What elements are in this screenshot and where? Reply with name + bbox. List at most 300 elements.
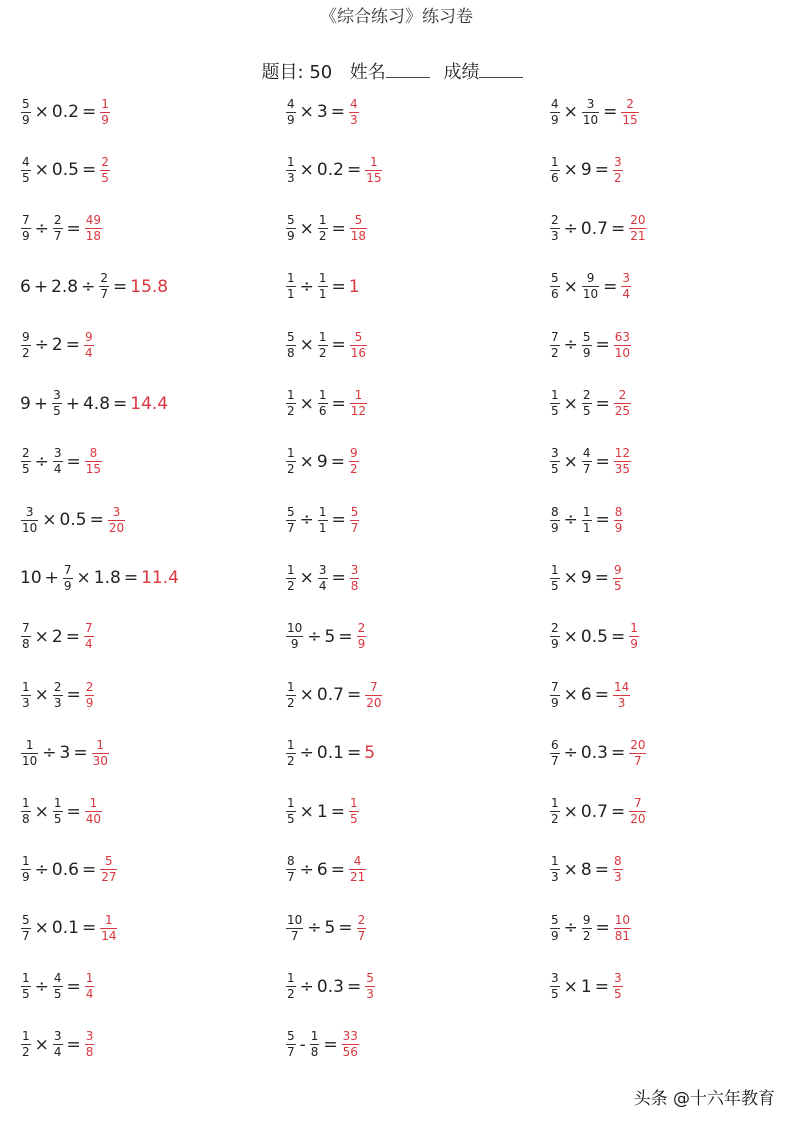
operator: + (33, 276, 49, 297)
denominator: 9 (287, 112, 295, 127)
fraction (349, 447, 359, 476)
denominator: 2 (349, 462, 358, 477)
answer (84, 1030, 96, 1059)
denominator: 3 (349, 112, 358, 127)
equals-sign: = (113, 276, 128, 297)
equals-sign: = (66, 801, 81, 822)
numerator: 3 (551, 971, 559, 985)
numerator: 7 (22, 213, 30, 228)
problem-item (285, 267, 360, 307)
fraction (614, 447, 631, 476)
numerator: 5 (287, 329, 295, 344)
fraction (21, 681, 31, 710)
answer (348, 447, 360, 476)
number: 9 (316, 451, 328, 472)
fraction (318, 506, 328, 535)
numerator: 1 (551, 388, 559, 402)
fraction (21, 739, 38, 768)
answer (349, 277, 360, 297)
numerator: 1 (287, 446, 295, 461)
fraction (21, 98, 31, 127)
denominator: 3 (613, 870, 622, 885)
problem-item (20, 908, 118, 948)
fraction (100, 855, 117, 884)
equals-sign: = (73, 743, 88, 764)
denominator: 18 (350, 229, 367, 244)
numerator: 3 (53, 1029, 62, 1044)
operator: × (299, 801, 314, 822)
answer (356, 622, 368, 651)
numerator: 1 (85, 971, 94, 985)
number: 2 (51, 626, 63, 647)
denominator: 56 (342, 1045, 358, 1060)
numerator: 5 (551, 271, 559, 286)
denominator: 4 (318, 578, 327, 593)
numerator: 1 (318, 213, 327, 228)
operator: × (563, 160, 578, 181)
numerator: 1 (310, 1029, 319, 1044)
fraction (63, 564, 73, 593)
fraction (629, 214, 646, 243)
problem-item (20, 92, 111, 132)
operator: × (563, 451, 578, 472)
number: 11.4 (141, 568, 179, 589)
numerator: 1 (287, 271, 295, 286)
denominator: 7 (634, 753, 642, 768)
numerator: 1 (551, 154, 559, 169)
denominator: 21 (349, 870, 366, 885)
numerator: 9 (613, 562, 622, 577)
denominator: 9 (582, 345, 591, 360)
equals-sign: = (66, 976, 81, 997)
denominator: 7 (357, 928, 366, 943)
numerator: 3 (318, 562, 327, 577)
fraction (629, 797, 646, 826)
fraction (53, 214, 63, 243)
operator: × (34, 918, 49, 939)
denominator: 5 (551, 462, 559, 477)
equals-sign: = (338, 626, 353, 647)
problem-item (285, 675, 383, 715)
fraction (286, 389, 296, 418)
denominator: 2 (613, 170, 622, 185)
equals-sign: = (595, 918, 610, 939)
numerator: 9 (586, 271, 595, 286)
denominator: 2 (551, 345, 559, 360)
number: 0.3 (580, 743, 608, 764)
problem-item (549, 325, 632, 365)
equals-sign: = (610, 218, 626, 239)
problem-item (20, 325, 95, 365)
fraction (92, 739, 109, 768)
denominator: 9 (551, 695, 559, 710)
denominator: 5 (551, 987, 559, 1001)
operator: × (563, 976, 578, 997)
numerator: 3 (551, 446, 559, 461)
number: 3 (59, 743, 71, 764)
problem-item (20, 442, 103, 482)
operator: × (563, 568, 578, 589)
numerator: 2 (551, 213, 559, 228)
fraction (286, 797, 296, 826)
fraction (286, 564, 296, 593)
number: 0.6 (51, 859, 79, 880)
denominator: 2 (287, 753, 295, 768)
fraction (286, 506, 296, 535)
equals-sign: = (331, 393, 346, 414)
answer (612, 681, 631, 710)
problem-item (549, 733, 647, 773)
operator: × (563, 393, 578, 414)
numerator: 2 (100, 271, 109, 286)
denominator: 18 (85, 229, 102, 244)
numerator: 2 (53, 213, 62, 228)
denominator: 15 (85, 462, 102, 477)
equals-sign: = (81, 918, 97, 939)
number: 4.8 (82, 393, 111, 414)
numerator: 7 (551, 679, 559, 694)
denominator: 15 (366, 170, 382, 185)
fraction (286, 331, 296, 360)
answer (83, 622, 95, 651)
answer (141, 568, 179, 588)
answer (130, 394, 168, 414)
equals-sign: = (330, 859, 345, 880)
operator: × (299, 102, 314, 122)
problem-item (285, 733, 375, 773)
numerator: 4 (287, 96, 295, 111)
fraction (21, 797, 31, 826)
equals-sign: = (331, 568, 346, 589)
answer (364, 743, 375, 763)
operator: + (44, 568, 59, 589)
fraction (365, 972, 375, 1001)
operator: × (563, 276, 578, 297)
answer (130, 277, 168, 297)
denominator: 5 (22, 462, 30, 477)
number: 2 (51, 335, 63, 356)
denominator: 7 (53, 229, 62, 244)
numerator: 7 (551, 329, 559, 344)
answer (613, 447, 632, 476)
numerator: 8 (287, 854, 295, 869)
equals-sign: = (594, 685, 609, 705)
problem-item (549, 150, 624, 190)
denominator: 5 (53, 404, 61, 418)
denominator: 5 (287, 812, 295, 827)
fraction (318, 389, 328, 418)
number: 1 (316, 801, 328, 822)
fraction (318, 564, 328, 593)
watermark: 头条 @十六年教育 (633, 1089, 775, 1109)
numerator: 8 (614, 504, 623, 519)
fraction (349, 98, 359, 127)
fraction (357, 914, 367, 943)
equals-sign: = (346, 976, 362, 997)
fraction (318, 214, 328, 243)
equals-sign: = (338, 918, 353, 939)
problem-count: 50 (309, 62, 333, 83)
fraction (85, 1030, 95, 1059)
fraction (365, 681, 382, 710)
denominator: 21 (630, 229, 646, 244)
fraction (286, 681, 296, 710)
number: 0.7 (580, 218, 608, 239)
operator: ÷ (563, 335, 578, 356)
number: 9 (580, 160, 592, 181)
problem-item (285, 92, 360, 132)
operator: ÷ (34, 451, 49, 472)
numerator: 5 (22, 912, 30, 927)
equals-sign: = (66, 685, 81, 705)
numerator: 9 (582, 912, 591, 927)
problem-item (20, 850, 118, 890)
denominator: 9 (101, 112, 109, 127)
answer (349, 214, 368, 243)
numerator: 7 (22, 621, 30, 636)
denominator: 9 (63, 578, 72, 593)
operator: × (299, 218, 314, 239)
fraction (614, 331, 631, 360)
operator: × (34, 102, 49, 122)
problem-item (549, 675, 631, 715)
numerator: 1 (287, 796, 295, 811)
numerator: 1 (105, 912, 113, 927)
operator: × (76, 568, 91, 589)
denominator: 3 (617, 695, 626, 710)
denominator: 3 (551, 870, 559, 885)
denominator: 2 (287, 404, 295, 418)
problem-item (285, 442, 360, 482)
numerator: 2 (85, 679, 94, 694)
problem-item (20, 733, 110, 773)
equals-sign: = (330, 102, 345, 122)
operator: ÷ (299, 510, 314, 531)
numerator: 7 (63, 562, 72, 577)
answer (612, 972, 624, 1001)
denominator: 20 (630, 812, 646, 827)
numerator: 3 (112, 504, 121, 519)
fraction (582, 389, 592, 418)
fraction (21, 214, 31, 243)
operator: ÷ (34, 859, 49, 880)
operator: × (299, 568, 314, 589)
answer (349, 389, 368, 418)
fraction (99, 272, 109, 301)
fraction (613, 156, 623, 185)
worksheet-header (0, 58, 793, 84)
fraction (100, 98, 110, 127)
numerator: 4 (582, 446, 591, 461)
numerator: 1 (22, 796, 30, 811)
equals-sign: = (66, 451, 81, 472)
operator: × (563, 685, 578, 705)
numerator: 1 (354, 388, 363, 402)
operator: × (299, 160, 314, 181)
fraction (614, 389, 631, 418)
fraction (318, 331, 328, 360)
number: 0.2 (316, 160, 344, 181)
problem-item (20, 558, 179, 598)
fraction (21, 972, 31, 1001)
denominator: 5 (613, 987, 622, 1001)
answer (99, 156, 111, 185)
equals-sign: = (331, 218, 346, 239)
fraction (550, 564, 560, 593)
fraction (85, 681, 95, 710)
problem-item (285, 967, 376, 1007)
equals-sign: = (595, 510, 610, 531)
denominator: 5 (551, 404, 559, 418)
numerator: 1 (287, 971, 295, 985)
equals-sign: = (113, 393, 128, 414)
denominator: 9 (85, 695, 94, 710)
answer (613, 914, 632, 943)
denominator: 7 (287, 1045, 295, 1060)
fraction (614, 914, 631, 943)
problem-item (285, 908, 367, 948)
fraction (286, 739, 296, 768)
fraction (550, 681, 560, 710)
denominator: 1 (582, 520, 591, 535)
operator: × (299, 393, 314, 414)
number: 6 (580, 685, 592, 705)
numerator: 1 (318, 271, 327, 286)
answer (364, 681, 383, 710)
numerator: 5 (22, 96, 30, 111)
name-blank[interactable] (386, 63, 430, 78)
numerator: 1 (582, 504, 591, 519)
numerator: 1 (53, 796, 62, 811)
numerator: 1 (551, 854, 559, 869)
operator: × (563, 801, 578, 822)
fraction (550, 622, 560, 651)
number: 6 (20, 276, 31, 297)
number: 9 (20, 393, 31, 414)
fraction (550, 739, 560, 768)
fraction (84, 331, 94, 360)
denominator: 1 (318, 287, 327, 302)
denominator: 1 (318, 520, 327, 535)
numerator: 1 (89, 796, 98, 811)
fraction (629, 622, 639, 651)
problem-item (20, 967, 95, 1007)
answer (348, 98, 360, 127)
denominator: 3 (287, 170, 295, 185)
numerator: 4 (551, 96, 559, 111)
denominator: 7 (290, 928, 299, 943)
answer (628, 739, 647, 768)
numerator: 1 (318, 329, 327, 344)
denominator: 35 (614, 462, 631, 477)
denominator: 7 (100, 287, 109, 302)
denominator: 5 (101, 170, 109, 185)
denominator: 2 (318, 345, 327, 360)
operator: × (299, 685, 314, 705)
fraction (53, 681, 63, 710)
numerator: 1 (22, 854, 30, 869)
equals-sign: = (610, 626, 626, 647)
fraction (286, 214, 296, 243)
fraction (53, 447, 63, 476)
denominator: 27 (101, 870, 117, 885)
problem-item (20, 500, 126, 540)
number: 0.1 (316, 743, 344, 764)
fraction (582, 447, 592, 476)
numerator: 3 (53, 388, 61, 402)
answer (613, 506, 625, 535)
numerator: 5 (354, 329, 363, 344)
number: 1.8 (93, 568, 121, 589)
equals-sign: = (81, 160, 97, 181)
operator: × (42, 510, 57, 531)
operator: - (299, 1034, 306, 1055)
fraction (350, 389, 367, 418)
equals-sign: = (331, 276, 346, 297)
numerator: 3 (25, 504, 34, 519)
equals-sign: = (331, 335, 346, 356)
number: 1 (580, 976, 592, 997)
fraction (350, 331, 367, 360)
equals-sign: = (331, 510, 346, 531)
operator: ÷ (563, 918, 578, 939)
equals-sign: = (594, 568, 609, 589)
fraction (621, 272, 631, 301)
fraction (550, 214, 560, 243)
answer (612, 564, 624, 593)
score-blank[interactable] (479, 63, 523, 78)
operator: × (563, 626, 578, 647)
number: 5 (324, 626, 336, 647)
denominator: 5 (582, 404, 591, 418)
number: 5 (364, 743, 376, 764)
equals-sign: = (123, 568, 139, 589)
answer (99, 914, 118, 943)
denominator: 7 (582, 462, 591, 477)
equals-sign: = (330, 801, 345, 822)
number: 2.8 (51, 276, 79, 297)
fraction (108, 506, 125, 535)
numerator: 49 (85, 213, 102, 228)
answer (84, 681, 96, 710)
fraction (349, 855, 366, 884)
answer (613, 331, 632, 360)
answer (91, 739, 110, 768)
fraction (342, 1030, 359, 1059)
denominator: 9 (630, 637, 638, 652)
numerator: 2 (582, 388, 591, 402)
operator: ÷ (299, 976, 314, 997)
numerator: 1 (551, 796, 559, 811)
problem-item (20, 675, 95, 715)
fraction (85, 797, 102, 826)
answer (99, 855, 118, 884)
denominator: 10 (614, 345, 631, 360)
answer (364, 972, 376, 1001)
fraction (53, 797, 63, 826)
operator: ÷ (299, 859, 314, 880)
fraction (613, 855, 623, 884)
numerator: 2 (101, 154, 109, 169)
equals-sign: = (594, 160, 609, 181)
fraction (350, 506, 360, 535)
numerator: 3 (350, 562, 359, 577)
denominator: 25 (614, 404, 631, 418)
fraction (550, 447, 560, 476)
fraction (52, 389, 62, 418)
fraction (613, 564, 623, 593)
number: 0.2 (51, 102, 79, 122)
